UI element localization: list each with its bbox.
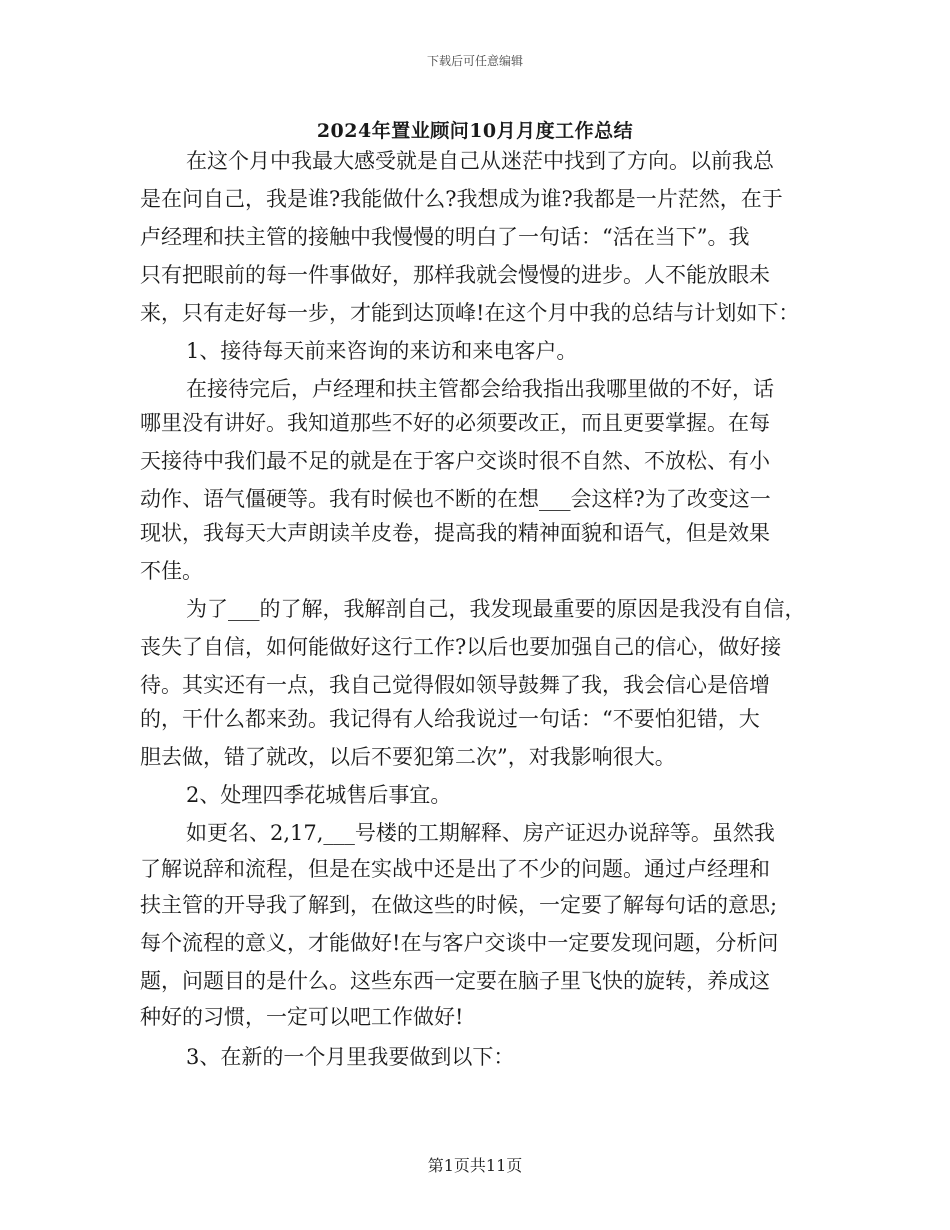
paragraph-line: 不佳。 (140, 559, 203, 583)
paragraph-line: 只有把眼前的每一件事做好，那样我就会慢慢的进步。人不能放眼未 (140, 263, 770, 287)
page-header: 下载后可任意编辑 (426, 54, 523, 68)
paragraph-line: 来，只有走好每一步，才能到达顶峰!在这个月中我的总结与计划如下： (140, 301, 800, 325)
paragraph-line: 丧失了自信，如何能做好这行工作?以后也要加强自己的信心，做好接 (140, 635, 782, 659)
paragraph-line: 如更名、2,17,___号楼的工期解释、房产证迟办说辞等。虽然我 (186, 821, 775, 845)
paragraph-line: 动作、语气僵硬等。我有时候也不断的在想___会这样?为了改变这一 (140, 487, 771, 511)
paragraph-line: 的，干什么都来劲。我记得有人给我说过一句话：“不要怕犯错，大 (140, 707, 760, 731)
paragraph-line: 胆去做，错了就改，以后不要犯第二次”，对我影响很大。 (140, 745, 676, 769)
paragraph-line: 在接待完后，卢经理和扶主管都会给我指出我哪里做的不好，话 (186, 377, 774, 401)
paragraph-line: 题，问题目的是什么。这些东西一定要在脑子里飞快的旋转，养成这 (140, 969, 770, 993)
section-heading-3: 3、在新的一个月里我要做到以下： (186, 1045, 515, 1069)
paragraph-line: 种好的习惯，一定可以吧工作做好! (140, 1005, 464, 1029)
paragraph-line: 现状，我每天大声朗读羊皮卷，提高我的精神面貌和语气，但是效果 (140, 521, 770, 545)
paragraph-line: 了解说辞和流程，但是在实战中还是出了不少的问题。通过卢经理和 (140, 857, 770, 881)
paragraph-line: 天接待中我们最不足的就是在于客户交谈时很不自然、不放松、有小 (140, 449, 770, 473)
paragraph-line: 在这个月中我最大感受就是自己从迷茫中找到了方向。以前我总 (186, 149, 774, 173)
section-heading-2: 2、处理四季花城售后事宜。 (186, 783, 452, 807)
paragraph-line: 扶主管的开导我了解到，在做这些的时候，一定要了解每句话的意思; (140, 893, 778, 917)
paragraph-line: 哪里没有讲好。我知道那些不好的必须要改正，而且更要掌握。在每 (140, 411, 770, 435)
paragraph-line: 每个流程的意义，才能做好!在与客户交谈中一定要发现问题，分析问 (140, 931, 779, 955)
paragraph-line: 为了___的了解，我解剖自己，我发现最重要的原因是我没有自信， (186, 597, 806, 621)
page-footer: 第1页共11页 (427, 1156, 523, 1175)
paragraph-line: 待。其实还有一点，我自己觉得假如领导鼓舞了我，我会信心是倍增 (140, 673, 770, 697)
paragraph-line: 卢经理和扶主管的接触中我慢慢的明白了一句话：“活在当下”。我 (140, 225, 750, 249)
document-title: 2024年置业顾问10月月度工作总结 (316, 120, 634, 142)
paragraph-line: 是在问自己，我是谁?我能做什么?我想成为谁?我都是一片茫然，在于 (140, 187, 783, 211)
section-heading-1: 1、接待每天前来咨询的来访和来电客户。 (186, 339, 578, 363)
